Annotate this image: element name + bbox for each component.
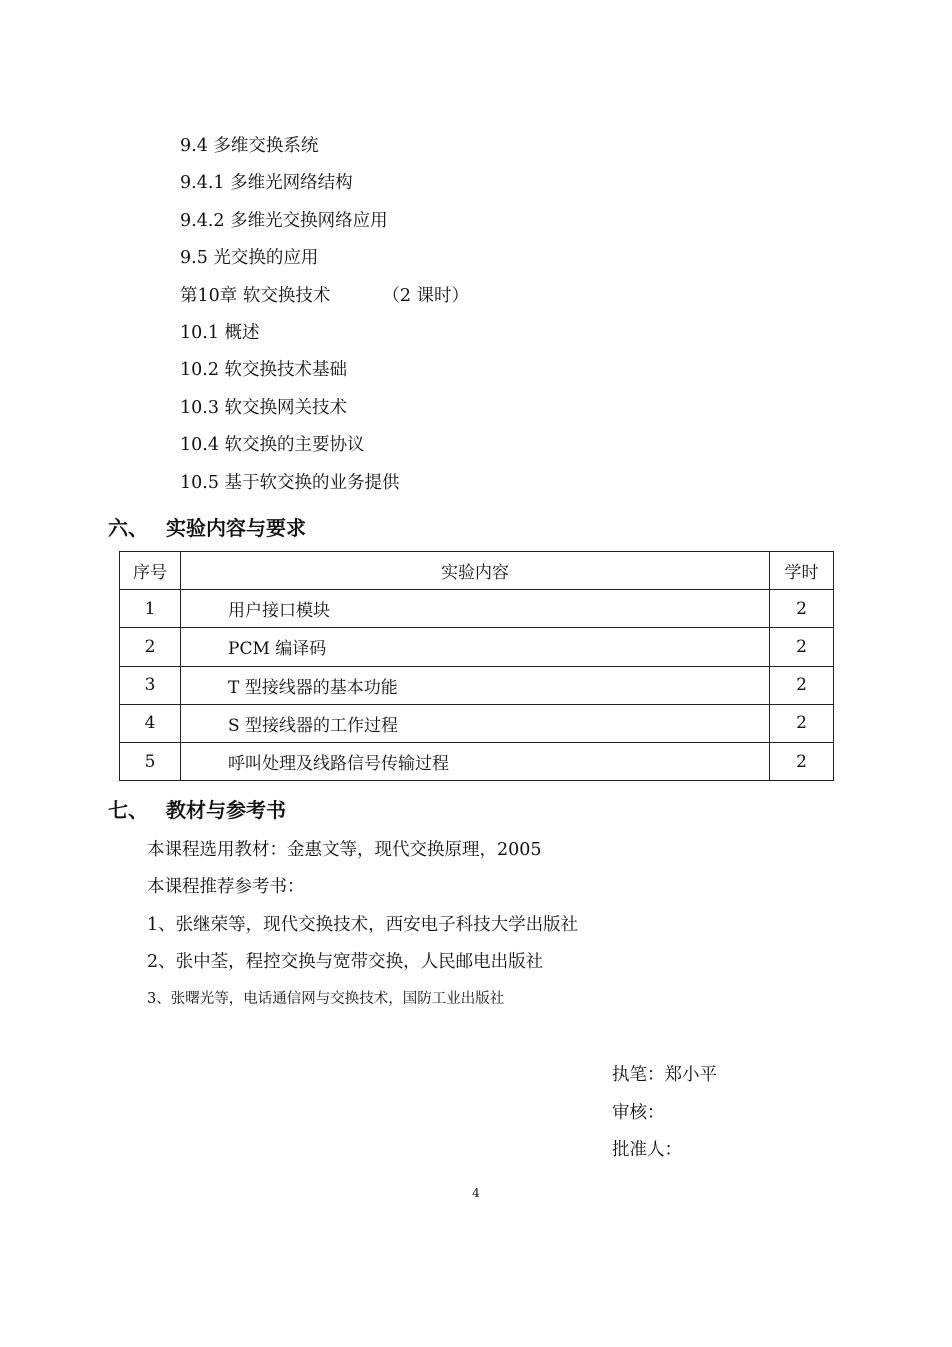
cell-hours: 2 xyxy=(770,590,834,628)
page-number: 4 xyxy=(472,1186,480,1200)
signature-block xyxy=(612,1057,717,1170)
outline-item: 9.4 多维交换系统 xyxy=(180,136,319,156)
outline-item: 10.2 软交换技术基础 xyxy=(180,360,348,381)
references xyxy=(147,832,578,1018)
approver-line: 批准人： xyxy=(612,1140,682,1160)
section-heading-textbooks xyxy=(108,794,286,823)
table-row xyxy=(120,628,834,666)
section-title: 实验内容与要求 xyxy=(166,516,306,540)
table-row xyxy=(120,590,834,628)
cell-no: 1 xyxy=(120,590,181,628)
cell-content: 用户接口模块 xyxy=(181,590,770,628)
cell-hours: 2 xyxy=(770,704,834,742)
outline-item: 9.4.2 多维光交换网络应用 xyxy=(180,210,388,231)
outline-item: 10.5 基于软交换的业务提供 xyxy=(180,472,400,493)
outline-item: 9.5 光交换的应用 xyxy=(180,248,319,269)
cell-content: PCM 编译码 xyxy=(181,628,770,666)
reference-book: 3、张曙光等，电话通信网与交换技术，国防工业出版社 xyxy=(147,991,505,1008)
outline-item: 10.4 软交换的主要协议 xyxy=(180,435,365,456)
section-number: 七、 xyxy=(108,798,148,822)
cell-hours: 2 xyxy=(770,628,834,666)
textbook-line: 本课程选用教材：金惠文等，现代交换原理，2005 xyxy=(147,840,542,860)
outline-item: 9.4.1 多维光网络结构 xyxy=(180,173,353,194)
cell-no: 2 xyxy=(120,628,181,666)
cell-content: S 型接线器的工作过程 xyxy=(181,704,770,742)
author-line: 执笔：郑小平 xyxy=(612,1065,717,1085)
header-no: 序号 xyxy=(120,552,181,590)
reference-book: 2、张中荃，程控交换与宽带交换，人民邮电出版社 xyxy=(147,951,544,972)
outline-item: 10.3 软交换网关技术 xyxy=(180,397,348,418)
cell-no: 5 xyxy=(120,742,181,780)
header-hours: 学时 xyxy=(770,552,834,590)
table-row xyxy=(120,704,834,742)
table-header-row xyxy=(120,552,834,590)
header-content: 实验内容 xyxy=(181,552,770,590)
chapter-hours: （2 课时） xyxy=(382,285,470,306)
cell-content: T 型接线器的基本功能 xyxy=(181,666,770,704)
section-title: 教材与参考书 xyxy=(166,798,286,822)
table-row xyxy=(120,742,834,780)
lab-table xyxy=(119,551,834,781)
cell-no: 3 xyxy=(120,666,181,704)
table-row xyxy=(120,666,834,704)
cell-hours: 2 xyxy=(770,742,834,780)
cell-no: 4 xyxy=(120,704,181,742)
cell-content: 呼叫处理及线路信号传输过程 xyxy=(181,742,770,780)
outline-item: 10.1 概述 xyxy=(180,322,260,343)
reviewer-line: 审核： xyxy=(612,1102,665,1123)
course-outline xyxy=(180,128,469,502)
recommended-label: 本课程推荐参考书： xyxy=(147,877,305,898)
section-number: 六、 xyxy=(108,516,148,540)
section-heading-lab xyxy=(108,512,306,541)
outline-chapter-heading: 第10章 软交换技术 （2 课时） xyxy=(180,285,470,306)
reference-book: 1、张继荣等，现代交换技术，西安电子科技大学出版社 xyxy=(147,914,579,935)
cell-hours: 2 xyxy=(770,666,834,704)
